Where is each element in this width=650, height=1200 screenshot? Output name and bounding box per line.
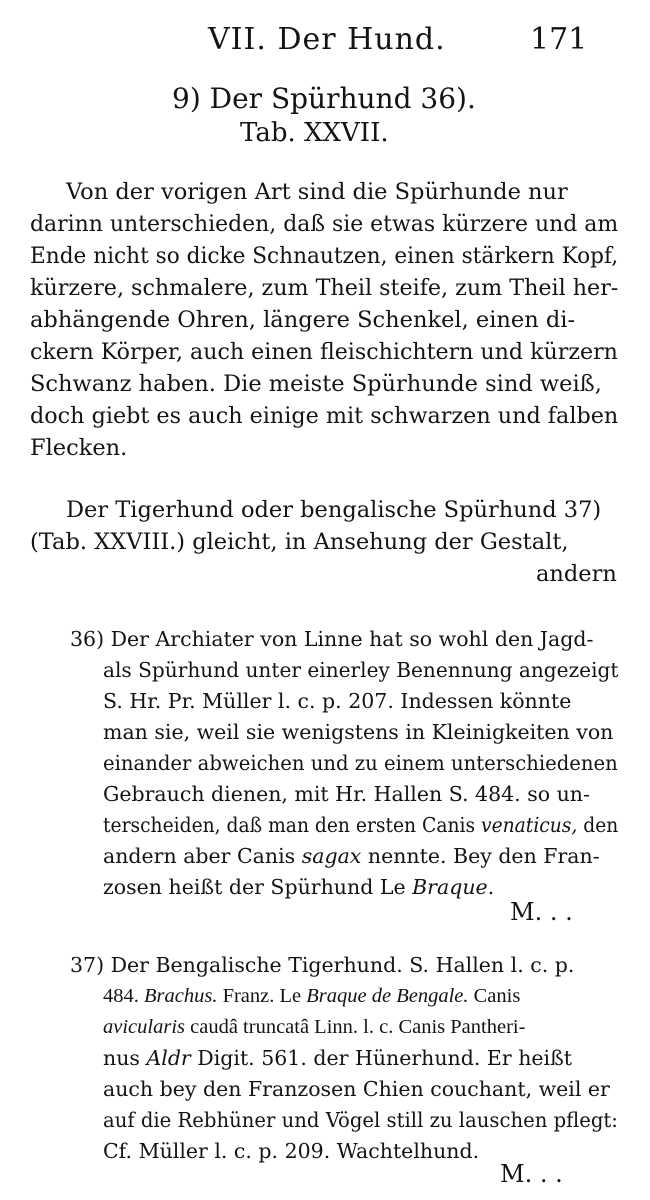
latin-name: Brachus.	[144, 985, 218, 1007]
footnote-line: man sie, weil sie wenigstens in Kleinigkeiten von	[103, 720, 614, 744]
body-line: Ende nicht so dicke Schnautzen, einen stärkern Kopf,	[30, 243, 619, 269]
catchword: andern	[536, 561, 617, 587]
latin-name: avicularis	[103, 1016, 185, 1038]
footnote-line: auch bey den Franzosen Chien couchant, weil er	[103, 1077, 610, 1101]
footnote-line	[103, 810, 618, 841]
footnote-line	[103, 1012, 525, 1043]
footnote-line	[103, 1043, 572, 1074]
body-line: doch giebt es auch einige mit schwarzen und falben	[30, 403, 619, 429]
footnote-text: zosen heißt der Spürhund Le	[103, 875, 413, 899]
footnote-text: terscheiden, daß man den ersten Canis	[103, 813, 482, 837]
footnote-line: 36) Der Archiater von Linne hat so wohl den Jagd-	[70, 627, 594, 651]
footnote-text: .	[487, 875, 495, 899]
footnote-text: Franz. Le	[217, 985, 307, 1007]
page-number: 171	[530, 22, 588, 57]
footnote-text: Digit. 561. der Hünerhund. Er heißt	[190, 1046, 573, 1070]
body-line: Flecken.	[30, 435, 128, 461]
latin-name: venaticus,	[481, 813, 578, 837]
footnote-line: S. Hr. Pr. Müller l. c. p. 207. Indessen könnte	[103, 689, 572, 713]
author-abbrev: Aldr	[146, 1046, 191, 1070]
body-line: kürzere, schmalere, zum Theil steife, zum Theil her-	[30, 275, 619, 301]
footnote-line: als Spürhund unter einerley Benennung angezeigt	[103, 658, 619, 682]
section-heading: 9) Der Spürhund 36).	[172, 82, 476, 115]
footnote-text: andern aber Canis	[103, 844, 302, 868]
footnote-signature: M. . .	[510, 898, 573, 926]
body-line: ckern Körper, auch einen fleischichtern und kürzern	[30, 339, 618, 365]
footnote-text: caudâ truncatâ Linn. l. c. Canis Pantheri-	[185, 1016, 526, 1038]
footnote-line	[103, 841, 600, 872]
body-line: Schwanz haben. Die meiste Spürhunde sind weiß,	[30, 371, 602, 397]
body-line: abhängende Ohren, längere Schenkel, einen di-	[30, 307, 576, 333]
body-line: Von der vorigen Art sind die Spürhunde nur	[66, 179, 568, 205]
footnote-line	[103, 872, 494, 903]
latin-name: sagax	[301, 844, 362, 868]
body-line: (Tab. XXVIII.) gleicht, in Ansehung der Gestalt,	[30, 529, 569, 555]
footnote-text: nus	[103, 1046, 147, 1070]
footnote-line	[103, 981, 520, 1012]
footnote-line: einander abweichen und zu einem unterschiedenen	[103, 751, 618, 775]
footnote-line: Cf. Müller l. c. p. 209. Wachtelhund.	[103, 1139, 480, 1163]
footnote-text: nennte. Bey den Fran-	[361, 844, 600, 868]
body-line: Der Tigerhund oder bengalische Spürhund 37)	[66, 497, 602, 523]
footnote-text: Canis	[468, 985, 521, 1007]
footnote-signature: M. . .	[500, 1160, 563, 1188]
footnote-text: 484.	[103, 985, 144, 1007]
footnote-line: auf die Rebhüner und Vögel still zu lauschen pflegt:	[103, 1108, 618, 1132]
footnote-line: 37) Der Bengalische Tigerhund. S. Hallen l. c. p.	[70, 953, 575, 977]
plate-reference: Tab. XXVII.	[240, 118, 389, 148]
body-line: darinn unterschieden, daß sie etwas kürzere und am	[30, 211, 619, 237]
footnote-text: den	[577, 813, 619, 837]
french-name: Braque de Bengale.	[306, 985, 469, 1007]
footnote-line: Gebrauch dienen, mit Hr. Hallen S. 484. so un-	[103, 782, 590, 806]
running-head: VII. Der Hund.	[208, 22, 446, 57]
french-name: Braque	[412, 875, 488, 899]
